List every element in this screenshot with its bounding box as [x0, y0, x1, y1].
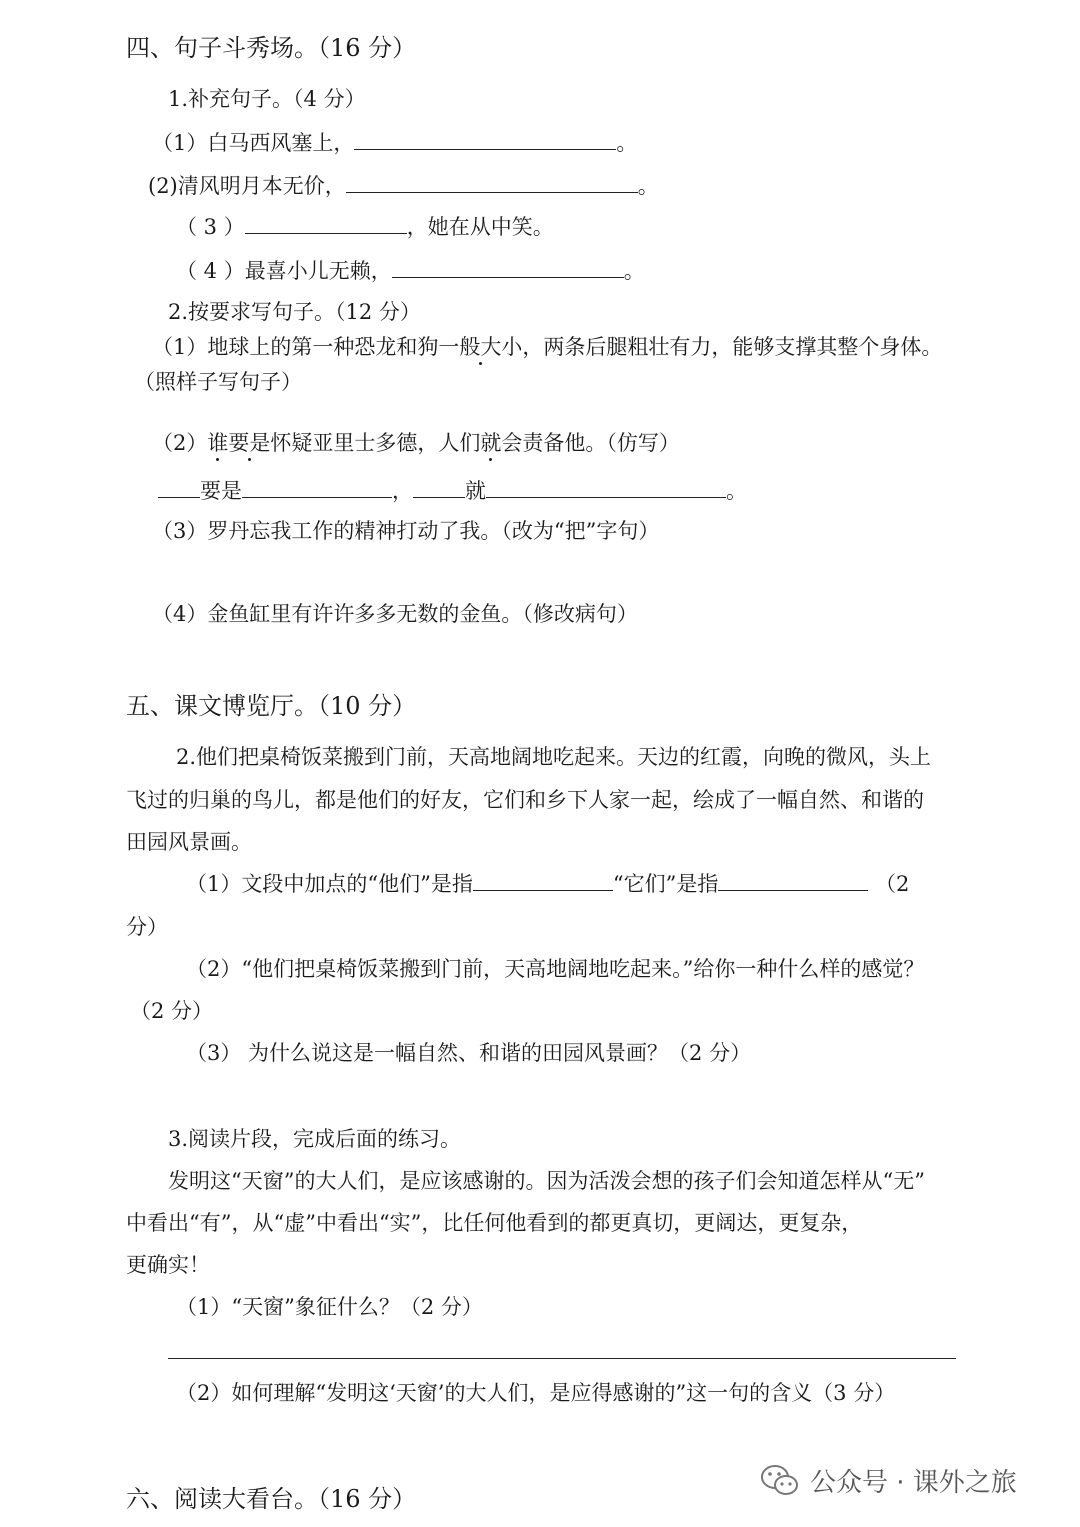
passage-3-line-3: 更确实！ [126, 1253, 210, 1277]
wechat-icon [760, 1464, 800, 1498]
p3-question-2: （2）如何理解“发明这‘天窗’的大人们，是应得感谢的”这一句的含义（3 分） [176, 1381, 896, 1405]
p2-question-2-score: （2 分） [130, 999, 214, 1023]
q2-item-2: （2）谁要是怀疑亚里士多德，人们就会责备他。（仿写） [152, 431, 680, 455]
answer-blank[interactable] [346, 172, 638, 193]
answer-blank[interactable] [413, 477, 465, 498]
answer-blank[interactable] [718, 870, 868, 891]
section-4-title: 四、句子斗秀场。（16 分） [126, 34, 417, 62]
passage-3-line-1: 发明这“天窗”的大人们，是应该感谢的。因为活泼会想的孩子们会知道怎样从“无” [168, 1169, 925, 1193]
q1-item-4: （ 4 ）最喜小儿无赖， 。 [176, 259, 645, 283]
answer-line[interactable] [168, 1358, 956, 1359]
q2-item-3: （3）罗丹忘我工作的精神打动了我。（改为“把”字句） [152, 519, 660, 543]
answer-blank[interactable] [473, 870, 613, 891]
q2-item-4: （4）金鱼缸里有许许多多无数的金鱼。（修改病句） [152, 602, 638, 626]
answer-blank[interactable] [486, 477, 726, 498]
passage-3-heading: 3.阅读片段，完成后面的练习。 [168, 1127, 462, 1151]
watermark-text: 公众号 · 课外之旅 [810, 1468, 1017, 1498]
q1-item-2: (2)清风明月本无价， 。 [148, 174, 659, 198]
q2-heading: 2.按要求写句子。（12 分） [168, 300, 421, 324]
section-6-title: 六、阅读大看台。（16 分） [126, 1485, 417, 1513]
p2-question-3: （3） 为什么说这是一幅自然、和谐的田园风景画？（2 分） [186, 1041, 752, 1065]
passage-2-line-3: 田园风景画。 [126, 830, 252, 854]
answer-blank[interactable] [245, 213, 407, 234]
q2-item-1: （1）地球上的第一种恐龙和狗一般大小，两条后腿粗壮有力，能够支撑其整个身体。 [152, 335, 943, 359]
p2-question-1: （1）文段中加点的“他们”是指 “它们”是指 （2 [186, 872, 910, 896]
q1-item-3: （ 3 ） ，她在从中笑。 [176, 215, 554, 239]
p3-question-1: （1）“天窗”象征什么？（2 分） [176, 1295, 483, 1319]
passage-2-line-1: 2.他们把桌椅饭菜搬到门前，天高地阔地吃起来。天边的红霞，向晚的微风，头上 [176, 745, 932, 769]
q2-item-2-fill: 要是 ， 就 。 [158, 476, 747, 506]
passage-3-line-2: 中看出“有”，从“虚”中看出“实”，比任何他看到的都更真切，更阔达，更复杂， [126, 1211, 863, 1235]
passage-2-line-2: 飞过的归巢的鸟儿，都是他们的好友，它们和乡下人家一起，绘成了一幅自然、和谐的 [126, 788, 924, 812]
answer-blank[interactable] [242, 477, 392, 498]
q1-item-1: （1）白马西风塞上， 。 [152, 131, 638, 155]
p2-question-1-score: 分） [126, 915, 168, 939]
section-5-title: 五、课文博览厅。（10 分） [126, 692, 417, 720]
q1-heading: 1.补充句子。（4 分） [168, 87, 366, 111]
answer-blank[interactable] [392, 257, 624, 278]
q2-item-1-note: （照样子写句子） [134, 370, 302, 394]
answer-blank[interactable] [354, 129, 616, 150]
answer-blank[interactable] [158, 477, 200, 498]
dotted-phrase: 一般大小 [438, 335, 523, 359]
watermark [760, 1462, 1017, 1499]
p2-question-2: （2）“他们把桌椅饭菜搬到门前，天高地阔地吃起来。”给你一种什么样的感觉？ [186, 957, 925, 981]
